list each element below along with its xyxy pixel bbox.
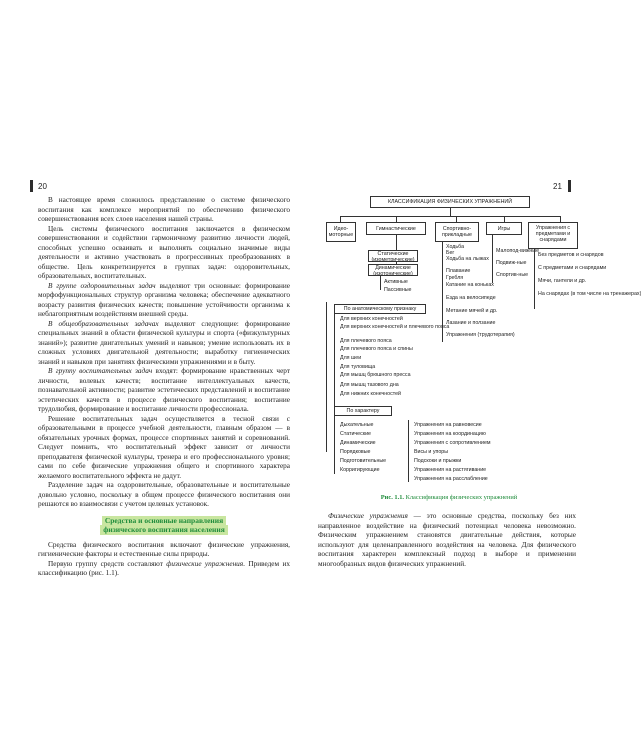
character-header: По характеру xyxy=(334,406,392,416)
character-item: Подготовительные xyxy=(340,458,387,464)
connector xyxy=(534,249,535,309)
applied-item: Бег xyxy=(446,250,455,256)
emphasis: физические упражнения xyxy=(166,559,244,568)
character-item: Упражнения на расслабление xyxy=(414,476,488,482)
active-label: Активные xyxy=(384,279,408,285)
character-item: Упражнения на растягивание xyxy=(414,467,487,473)
paragraph xyxy=(318,512,576,569)
anatomical-header: По анатомическому признаку xyxy=(334,304,426,314)
anatomical-item: Для плечевого пояса и спины xyxy=(340,346,413,352)
games-item: Подвиж-ные xyxy=(496,260,527,266)
figure-caption xyxy=(318,494,580,501)
paragraph xyxy=(38,367,290,415)
objects-item: На снарядах (в том числе на тренажерах) xyxy=(538,291,641,297)
anatomical-item: Для туловища xyxy=(340,364,376,370)
anatomical-item: Для верхних конечностей и плечевого пояса xyxy=(340,324,450,330)
applied-item: Плавание xyxy=(446,268,471,274)
character-item: Динамические xyxy=(340,440,376,446)
dynamic-box: Динамические (изотонические) xyxy=(368,264,418,276)
category-applied: Спортивно-прикладные xyxy=(435,222,479,242)
caption-label: Рис. 1.1. xyxy=(380,494,404,501)
character-item: Упражнения с сопротивлением xyxy=(414,440,491,446)
paragraph: Цель системы физического воспитания заключается в физическом совершенствовании и содействии гармоничному развитию личности людей, способных успешно осваивать и выполнять социально значимые виды деятельности и активно участвовать в прогрессивных преобразованиях в обществе. Цель конкретизируется в группах задач: оздоровительных, образовательных, воспитательных. xyxy=(38,224,290,280)
applied-item: Гребля xyxy=(446,275,464,281)
left-page-text xyxy=(38,196,290,579)
applied-item: Катание на коньках xyxy=(446,282,494,288)
category-games: Игры xyxy=(486,222,522,235)
passive-label: Пассивные xyxy=(384,287,412,293)
page-number-left: 20 xyxy=(38,182,47,191)
paragraph-rest: выделяют следующие: формирование специальных знаний в области физической культуры и спорта («физкультурных знаний»); развитие двигательных умений и навыков; умение использовать их в сложных условиях двигательной деятельности; выработку гигиенических знаний и навыков при занятиях физическими упражнениями и в быту. xyxy=(38,319,291,366)
emphasis: В общеобразовательных задачах xyxy=(48,319,159,328)
character-item: Порядковые xyxy=(340,449,371,455)
subheading-line-2: физического воспитания населения xyxy=(100,525,228,535)
connector xyxy=(450,208,451,216)
paragraph: В настоящее время сложилось представление о системе физического воспитания как комплексе мероприятий по обеспечению физического совершенствования всех слоев населения нашей страны. xyxy=(38,196,290,223)
applied-item: Ходьба на лыжах xyxy=(446,256,489,262)
diagram-title-box: КЛАССИФИКАЦИЯ ФИЗИЧЕСКИХ УПРАЖНЕНИЙ xyxy=(370,196,530,208)
section-subheading xyxy=(38,516,290,535)
paragraph xyxy=(38,282,290,320)
category-ideomotor: Идео-моторные xyxy=(326,222,356,242)
applied-item: Лазание и ползание xyxy=(446,320,496,326)
objects-item: Мячи, гантели и др. xyxy=(538,278,587,284)
applied-item: Ходьба xyxy=(446,244,465,250)
category-objects: Упражнения с предметами и снарядами xyxy=(528,222,578,249)
games-item: Малопод-вижные xyxy=(496,248,540,254)
connector xyxy=(492,235,493,283)
objects-item: С предметами и снарядами xyxy=(538,265,607,271)
right-page-text xyxy=(318,512,576,569)
paragraph: Разделение задач на оздоровительные, образовательные и воспитательные довольно условно, поскольку в общем процессе физического воспитания они решаются во взаимосвязи с учетом целевых установок. xyxy=(38,481,290,508)
connector xyxy=(408,420,409,482)
paragraph-rest: — это основные средства, поскольку без них направленное воздействие на физический потенциал человека невозможно. Физическим упражнением становятся двигательные действия, которые используют для целенаправленного воздействия на человека. Для физического воспитания характерен комплексный подход в выборе и применении многообразных видов физических упражнений. xyxy=(318,512,576,568)
paragraph-rest: выделяют три основные: формирование морфофункциональных структур организма человека; обеспечение адекватного возрасту развития физических качеств; повышение устойчивости организма к неблагоприятным воздействиям внешней среды. xyxy=(38,281,291,318)
character-item: Дыхательные xyxy=(340,422,374,428)
character-item: Висы и упоры xyxy=(414,449,449,455)
page-marker-right xyxy=(568,180,571,192)
page-marker-left xyxy=(30,180,33,192)
applied-item: Езда на велосипеде xyxy=(446,295,496,301)
connector xyxy=(334,416,335,474)
connector xyxy=(380,276,381,290)
subheading-line-1: Средства и основные направления xyxy=(102,516,226,526)
static-box: Статические (изометрические) xyxy=(368,250,418,262)
paragraph: Средства физического воспитания включают физические упражнения, гигиенические факторы и естественные силы природы. xyxy=(38,540,290,558)
paragraph: Решение воспитательных задач осуществляется в тесной связи с образовательными в процессе учебной деятельности, главным образом — в обязательных урочных формах, процессе спортивных занятий и соревнований. Следует помнить, что воспитательный эффект зависит от личности преподавателя физической культуры, тренера и его профессионального уровня; сами по себе физические упражнения общего и спортивного характера желаемого воспитательного эффекта не дадут. xyxy=(38,414,290,480)
applied-item: Метание мячей и др. xyxy=(446,308,498,314)
caption-text: Классификация физических упражнений xyxy=(404,494,518,501)
applied-item: Упражнения (трудотерапия) xyxy=(446,332,515,338)
connector xyxy=(326,302,327,452)
anatomical-item: Для мышц брюшного пресса xyxy=(340,372,411,378)
paragraph-rest: . Приведем их классификацию (рис. 1.1). xyxy=(38,559,290,577)
paragraph xyxy=(38,320,290,368)
paragraph-rest: входят: формирование нравственных черт личности, волевых качеств; воспитание интеллектуальных качеств, познавательной активности; развитие эстетических представлений и воспитание эстетических качеств в процессе физического воспитания; воспитание трудолюбия, формирование и воспитание личности профессионала. xyxy=(38,367,290,413)
anatomical-item: Для верхних конечностей xyxy=(340,316,403,322)
character-item: Статические xyxy=(340,431,371,437)
page-number-right: 21 xyxy=(553,182,562,191)
paragraph xyxy=(38,560,290,579)
objects-item: Без предметов и снарядов xyxy=(538,252,604,258)
anatomical-item: Для нижних конечностей xyxy=(340,391,402,397)
character-item: Упражнения на равновесие xyxy=(414,422,482,428)
emphasis: Физические упражнения xyxy=(328,512,408,520)
character-item: Корригирующие xyxy=(340,467,380,473)
paragraph-start: Первую группу средств составляют xyxy=(48,559,167,568)
anatomical-item: Для мышц тазового дна xyxy=(340,382,399,388)
character-item: Упражнения на координацию xyxy=(414,431,486,437)
character-item: Подскоки и прыжки xyxy=(414,458,462,464)
anatomical-item: Для шеи xyxy=(340,355,362,361)
games-item: Спортив-ные xyxy=(496,272,529,278)
emphasis: В группу воспитательных задач xyxy=(48,367,153,375)
anatomical-item: Для плечевого пояса xyxy=(340,338,392,344)
emphasis: В группе оздоровительных задач xyxy=(48,281,156,290)
connector xyxy=(340,216,560,217)
classification-diagram xyxy=(318,192,641,492)
category-gymnastic: Гимнастические xyxy=(366,222,426,235)
